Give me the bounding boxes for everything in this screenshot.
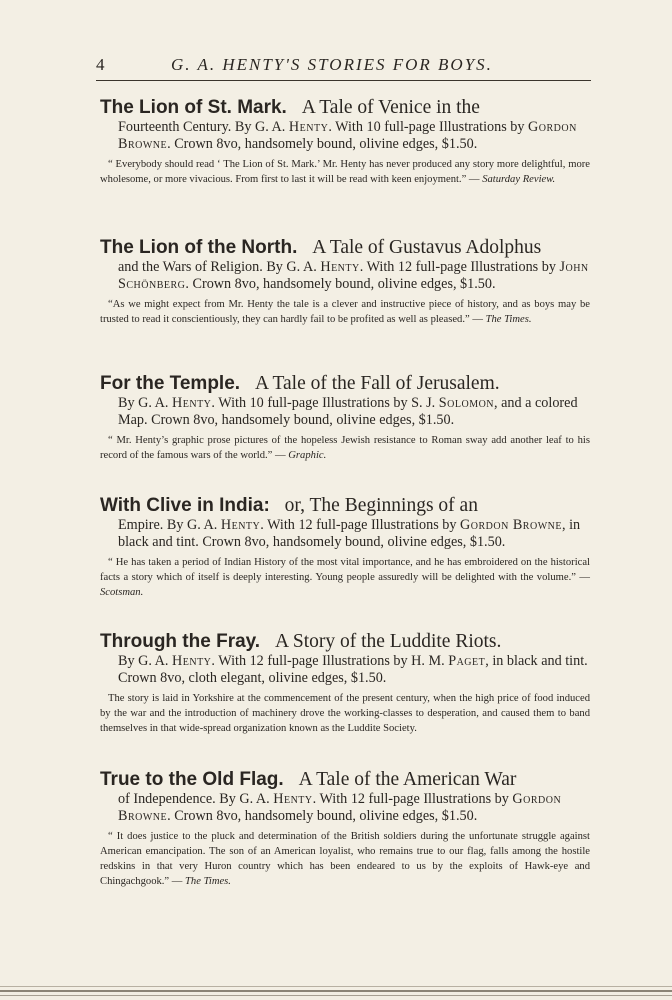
running-title: G. A. HENTY'S STORIES FOR BOYS. [171, 55, 493, 74]
book-title: With Clive in India: [100, 495, 270, 516]
desc-text: . With 10 full-page Illustrations by S. J. [211, 395, 439, 411]
book-review [100, 691, 590, 736]
illustrator-name: Solomon [438, 395, 495, 411]
book-title: True to the Old Flag. [100, 769, 284, 790]
illustrator-name: Gordon Browne [460, 517, 562, 533]
book-description [118, 653, 590, 686]
bottom-edge-line [0, 995, 672, 996]
book-description [118, 395, 590, 428]
desc-text: . With 12 full-page Illustrations by [312, 791, 513, 807]
book-review [100, 433, 590, 463]
book-subtitle: A Tale of the American War [298, 769, 517, 790]
book-heading [100, 372, 590, 395]
book-subtitle: A Tale of Venice in the [301, 97, 480, 118]
book-heading [100, 96, 590, 119]
author-name: Henty [273, 791, 313, 807]
book-heading [100, 630, 590, 653]
author-name: Henty [320, 259, 360, 275]
desc-text: Empire. By G. A. [118, 517, 221, 533]
review-source: The Times. [485, 314, 532, 326]
book-description [118, 259, 590, 292]
desc-text: , in black and tint. Crown 8vo, cloth elegant, olivine edges, $1.50. [118, 653, 588, 686]
book-heading [100, 494, 590, 517]
review-text: “ He has taken a period of Indian History of the most vital importance, and he has embroidered on the historical facts a story which of itself is deeply interesting. Young people assuredly will be delighted with the volume.” — [100, 557, 590, 584]
book-subtitle: or, The Beginnings of an [284, 495, 478, 516]
book-entry [100, 494, 590, 600]
desc-text: . With 12 full-page Illustrations by [359, 259, 560, 275]
book-entry [100, 236, 590, 327]
book-subtitle: A Tale of the Fall of Jerusalem. [254, 373, 500, 394]
book-review [100, 829, 590, 889]
desc-text: . Crown 8vo, handsomely bound, olivine edges, $1.50. [167, 135, 478, 152]
book-entry [100, 96, 590, 187]
desc-text: By G. A. [118, 395, 172, 411]
desc-text: . With 12 full-page Illustrations by H. M. [211, 653, 449, 669]
book-subtitle: A Story of the Luddite Riots. [274, 631, 502, 652]
book-title: The Lion of St. Mark. [100, 97, 287, 118]
review-source: Scotsman. [100, 587, 144, 599]
review-text: “ Everybody should read ‘ The Lion of St. Mark.’ Mr. Henty has never produced any story more delightful, more wholesome, or more vivacious. From first to last it will be read with keen enjoyment.” — [100, 159, 590, 186]
illustrator-name: Gordon Browne [118, 791, 562, 824]
book-entry [100, 768, 590, 889]
bottom-edge-line [0, 990, 672, 992]
illustrator-name: John Schönberg [118, 259, 589, 292]
book-subtitle: A Tale of Gustavus Adolphus [312, 237, 542, 258]
author-name: Henty [288, 119, 329, 135]
desc-text: Fourteenth Century. By G. A. [118, 119, 289, 135]
desc-text: By G. A. [118, 653, 172, 669]
book-title: For the Temple. [100, 373, 241, 394]
desc-text: . Crown 8vo, handsomely bound, olivine edges, $1.50. [185, 275, 496, 292]
book-description [118, 791, 590, 824]
author-name: Henty [172, 653, 212, 669]
desc-text: and the Wars of Religion. By G. A. [118, 259, 321, 275]
author-name: Henty [220, 517, 261, 533]
review-source: Saturday Review. [482, 174, 556, 186]
review-source: Graphic. [288, 450, 327, 462]
book-review [100, 297, 590, 327]
desc-text: . With 10 full-page Illustrations by [328, 119, 529, 135]
book-title: The Lion of the North. [100, 237, 298, 258]
page-number: 4 [96, 55, 107, 74]
review-text: “ Mr. Henty’s graphic prose pictures of the hopeless Jewish resistance to Roman sway add another leaf to his record of the famous wars of the world.” — [100, 435, 590, 462]
review-text: The story is laid in Yorkshire at the commencement of the present century, when the high price of food induced by the war and the introduction of machinery drove the working-classes to desperation, and caused them to band themselves in that wide-spread organization known as the Luddite Society. [100, 693, 590, 735]
desc-text: . Crown 8vo, handsomely bound, olivine edges, $1.50. [167, 807, 478, 824]
page-header [96, 55, 591, 77]
book-review [100, 555, 590, 600]
header-rule [96, 80, 591, 81]
desc-text: . With 12 full-page Illustrations by [260, 517, 460, 533]
review-source: The Times. [185, 876, 231, 888]
book-description [118, 517, 590, 550]
book-heading [100, 768, 590, 791]
book-entry [100, 630, 590, 736]
review-text: “As we might expect from Mr. Henty the tale is a clever and instructive piece of history, and as boys may be trusted to read it conscientiously, they can hardly fail to be profited as well as pleased.” — [100, 299, 590, 326]
book-description [118, 119, 590, 152]
desc-text: , in black and tint. Crown 8vo, handsomely bound, olivine edges, $1.50. [118, 517, 581, 550]
desc-text: , and a colored Map. Crown 8vo, handsomely bound, olivine edges, $1.50. [118, 395, 578, 428]
bottom-edge-line [0, 986, 672, 987]
desc-text: of Independence. By G. A. [118, 791, 274, 807]
illustrator-name: Paget [448, 653, 486, 669]
illustrator-name: Gordon Browne [118, 119, 577, 152]
book-review [100, 157, 590, 187]
book-entry [100, 372, 590, 463]
book-heading [100, 236, 590, 259]
author-name: Henty [172, 395, 212, 411]
book-title: Through the Fray. [100, 631, 261, 652]
review-text: “ It does justice to the pluck and determination of the British soldiers during the unfortunate struggle against American emancipation. The son of an American loyalist, who remains true to our flag, falls among the hostile redskins in that very Huron country which has been endeared to us by the exploits of Hawk-eye and Chingachgook.” — [100, 831, 590, 888]
